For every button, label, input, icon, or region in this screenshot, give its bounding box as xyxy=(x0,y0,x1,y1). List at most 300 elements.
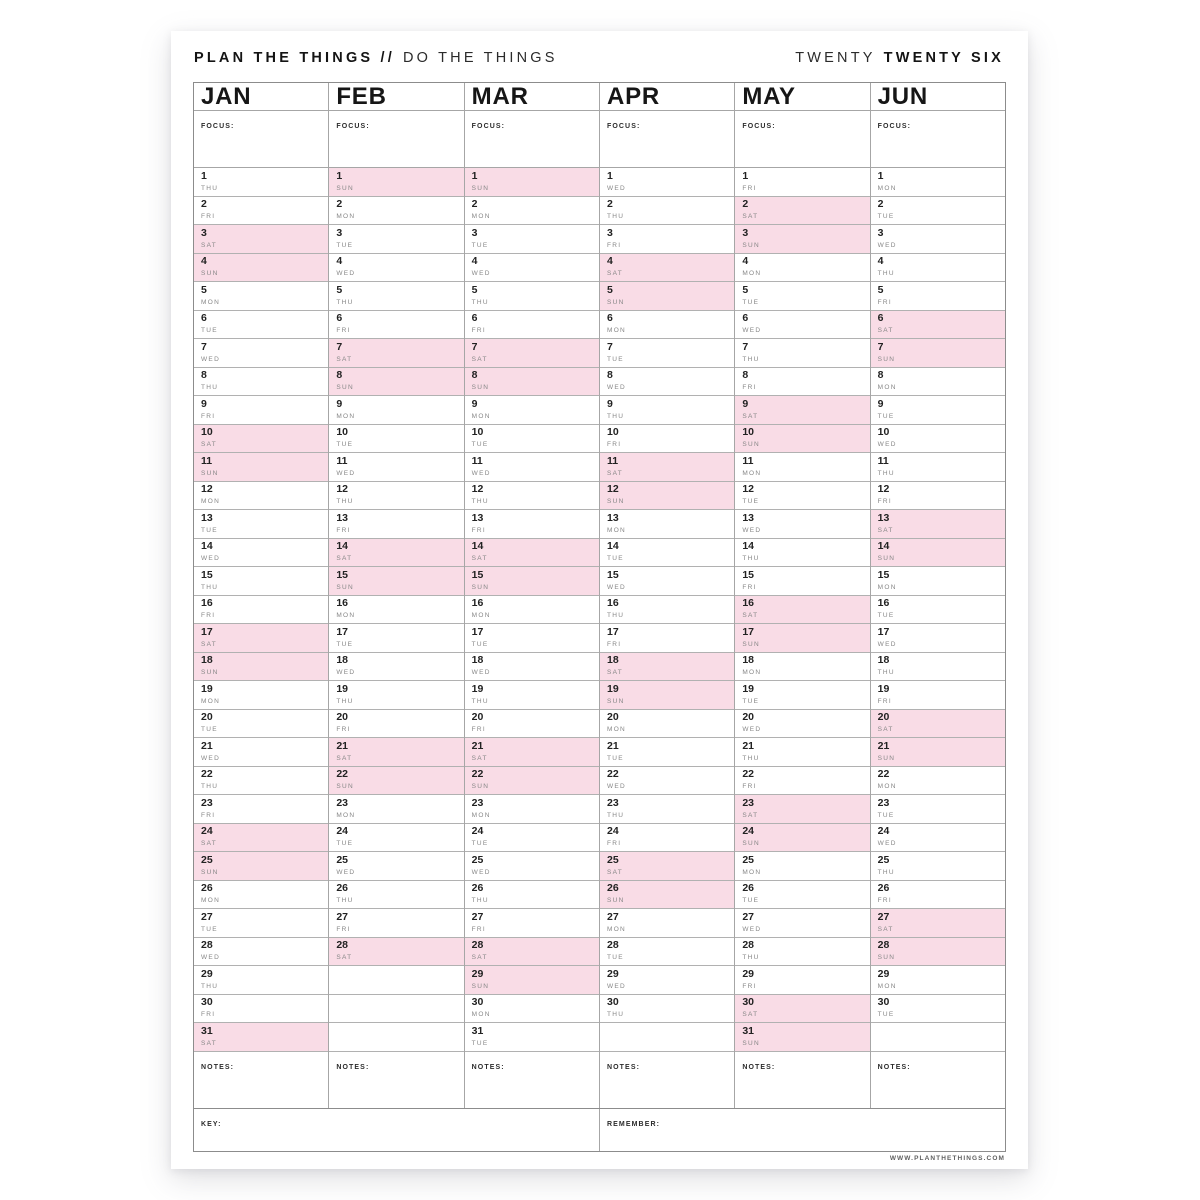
day-number: 20 xyxy=(336,711,349,723)
day-cell-mar-22 xyxy=(465,767,599,796)
day-number: 13 xyxy=(336,511,349,524)
day-cell-jan-19 xyxy=(194,681,328,710)
weekday-label: TUE xyxy=(742,697,760,705)
day-cell-feb-23 xyxy=(329,795,463,824)
day-number: 18 xyxy=(471,654,484,666)
day-number: 21 xyxy=(606,739,619,752)
day-number: 24 xyxy=(742,825,754,837)
day-cell-jan-31 xyxy=(194,1023,328,1052)
weekday-label: MON xyxy=(742,270,762,277)
day-cell-jan-14 xyxy=(194,539,328,568)
weekday-label: FRI xyxy=(606,441,622,448)
day-number: 22 xyxy=(336,768,349,780)
day-cell-feb-8 xyxy=(329,368,463,397)
day-number: 3 xyxy=(201,226,207,239)
focus-label: FOCUS: xyxy=(336,123,370,130)
day-cell-feb-blank-30 xyxy=(329,995,463,1024)
day-number: 10 xyxy=(201,426,213,438)
day-number: 24 xyxy=(336,825,349,837)
weekday-label: WED xyxy=(606,384,627,391)
weekday-label: THU xyxy=(877,669,895,676)
month-column-apr xyxy=(600,83,735,1108)
weekday-label: FRI xyxy=(742,583,757,591)
day-number: 13 xyxy=(742,511,754,524)
day-cell-jun-15 xyxy=(871,567,1005,596)
weekday-label: WED xyxy=(742,327,762,334)
weekday-label: THU xyxy=(877,270,895,277)
calendar-grid xyxy=(193,82,1006,1152)
weekday-label: SAT xyxy=(201,840,218,847)
weekday-label: FRI xyxy=(877,897,893,904)
day-number: 13 xyxy=(201,511,213,524)
day-cell-feb-17 xyxy=(329,624,463,653)
day-cell-jun-4 xyxy=(871,254,1005,283)
weekday-label: MON xyxy=(471,1011,491,1018)
day-number: 28 xyxy=(606,939,619,951)
day-cell-may-13 xyxy=(735,510,869,539)
day-number: 26 xyxy=(877,882,890,894)
weekday-label: SUN xyxy=(471,982,490,990)
weekday-label: THU xyxy=(471,697,489,705)
day-cell-mar-31 xyxy=(465,1023,599,1052)
day-number: 27 xyxy=(336,910,349,923)
weekday-label: WED xyxy=(471,669,491,676)
day-cell-may-11 xyxy=(735,453,869,482)
day-cell-mar-2 xyxy=(465,197,599,226)
day-number: 25 xyxy=(201,853,213,866)
weekday-label: SUN xyxy=(471,384,490,391)
day-cell-jan-12 xyxy=(194,482,328,511)
weekday-label: FRI xyxy=(201,612,216,619)
day-cell-mar-16 xyxy=(465,596,599,625)
day-number: 12 xyxy=(201,483,213,495)
weekday-label: MON xyxy=(877,184,897,192)
day-cell-may-3 xyxy=(735,225,869,254)
day-cell-jun-17 xyxy=(871,624,1005,653)
day-cell-jun-3 xyxy=(871,225,1005,254)
day-number: 22 xyxy=(877,768,890,780)
day-cell-mar-15 xyxy=(465,567,599,596)
day-number: 2 xyxy=(606,198,613,210)
day-number: 11 xyxy=(201,454,213,467)
weekday-label: SAT xyxy=(606,469,624,477)
day-number: 29 xyxy=(201,967,213,980)
weekday-label: MON xyxy=(742,669,762,676)
day-cell-jan-29 xyxy=(194,966,328,995)
day-cell-jan-16 xyxy=(194,596,328,625)
day-number: 23 xyxy=(742,796,754,809)
day-number: 6 xyxy=(471,312,478,324)
weekday-label: SUN xyxy=(606,897,625,904)
day-cell-feb-27 xyxy=(329,909,463,938)
weekday-label: MON xyxy=(742,469,762,477)
day-cell-mar-9 xyxy=(465,396,599,425)
day-number: 11 xyxy=(606,454,619,467)
weekday-label: WED xyxy=(201,555,221,562)
weekday-label: MON xyxy=(877,583,897,591)
weekday-label: THU xyxy=(742,355,760,363)
day-cell-feb-24 xyxy=(329,824,463,853)
weekday-label: MON xyxy=(336,412,356,420)
day-cell-may-4 xyxy=(735,254,869,283)
day-cell-feb-blank-29 xyxy=(329,966,463,995)
day-cell-mar-11 xyxy=(465,453,599,482)
weekday-label: SAT xyxy=(606,868,624,876)
day-cell-jan-9 xyxy=(194,396,328,425)
weekday-label: SAT xyxy=(742,1011,759,1018)
weekday-label: WED xyxy=(877,640,897,648)
day-number: 10 xyxy=(877,426,890,438)
day-number: 25 xyxy=(877,853,890,866)
weekday-label: SUN xyxy=(336,384,354,391)
day-cell-apr-11 xyxy=(600,453,734,482)
weekday-label: MON xyxy=(471,213,491,220)
day-number: 17 xyxy=(742,625,754,638)
day-number: 18 xyxy=(606,654,619,666)
day-cell-feb-18 xyxy=(329,653,463,682)
weekday-label: THU xyxy=(336,697,354,705)
day-cell-jun-7 xyxy=(871,339,1005,368)
day-number: 16 xyxy=(742,597,754,609)
weekday-label: SUN xyxy=(742,441,760,448)
weekday-label: SUN xyxy=(336,783,354,790)
day-number: 16 xyxy=(606,597,619,609)
day-cell-jan-18 xyxy=(194,653,328,682)
day-number: 4 xyxy=(877,255,884,267)
weekday-label: FRI xyxy=(201,1011,216,1018)
day-cell-may-23 xyxy=(735,795,869,824)
weekday-label: MON xyxy=(471,811,491,819)
day-number: 25 xyxy=(606,853,619,866)
day-cell-may-2 xyxy=(735,197,869,226)
day-cell-may-18 xyxy=(735,653,869,682)
weekday-label: FRI xyxy=(606,241,622,249)
day-number: 14 xyxy=(606,540,619,552)
day-number: 4 xyxy=(606,255,613,267)
weekday-label: THU xyxy=(471,897,489,904)
months-row xyxy=(194,83,1005,1108)
weekday-label: TUE xyxy=(877,811,895,819)
day-cell-apr-13 xyxy=(600,510,734,539)
day-number: 22 xyxy=(201,768,213,780)
day-cell-may-30 xyxy=(735,995,869,1024)
day-number: 19 xyxy=(471,682,484,695)
day-cell-apr-1 xyxy=(600,168,734,197)
day-cell-jun-blank-31 xyxy=(871,1023,1005,1052)
weekday-label: THU xyxy=(606,412,625,420)
day-number: 24 xyxy=(877,825,890,837)
day-number: 19 xyxy=(336,682,349,695)
weekday-label: SAT xyxy=(742,412,759,420)
day-cell-mar-5 xyxy=(465,282,599,311)
month-column-feb xyxy=(329,83,464,1108)
day-cell-may-29 xyxy=(735,966,869,995)
weekday-label: TUE xyxy=(606,555,624,562)
weekday-label: SUN xyxy=(471,783,490,790)
weekday-label: MON xyxy=(606,526,627,534)
weekday-label: SUN xyxy=(336,583,354,591)
weekday-label: WED xyxy=(336,469,356,477)
weekday-label: TUE xyxy=(471,640,489,648)
day-number: 12 xyxy=(742,483,754,495)
weekday-label: MON xyxy=(336,213,356,220)
day-number: 17 xyxy=(471,625,484,638)
day-number: 10 xyxy=(742,426,754,438)
weekday-label: TUE xyxy=(742,498,760,505)
day-number: 7 xyxy=(877,340,884,353)
day-number: 17 xyxy=(877,625,890,638)
day-cell-apr-28 xyxy=(600,938,734,967)
day-number: 27 xyxy=(471,910,484,923)
weekday-label: TUE xyxy=(336,241,354,249)
weekday-label: WED xyxy=(336,270,356,277)
brand-title-light: DO THE THINGS xyxy=(403,50,558,66)
day-number: 1 xyxy=(201,169,207,182)
weekday-label: SAT xyxy=(336,954,353,961)
day-cell-feb-4 xyxy=(329,254,463,283)
weekday-label: FRI xyxy=(336,526,351,534)
day-number: 12 xyxy=(471,483,484,495)
weekday-label: SUN xyxy=(877,954,896,961)
day-cell-may-16 xyxy=(735,596,869,625)
day-cell-jan-15 xyxy=(194,567,328,596)
day-number: 15 xyxy=(877,568,890,581)
day-number: 8 xyxy=(742,369,749,381)
month-header-mar: MAR xyxy=(465,83,599,111)
day-cell-jan-1 xyxy=(194,168,328,197)
day-cell-apr-15 xyxy=(600,567,734,596)
day-cell-apr-5 xyxy=(600,282,734,311)
day-cell-jan-22 xyxy=(194,767,328,796)
weekday-label: WED xyxy=(877,441,897,448)
day-number: 18 xyxy=(742,654,754,666)
focus-box-may xyxy=(735,111,869,168)
day-number: 11 xyxy=(336,454,348,467)
day-number: 16 xyxy=(877,597,890,609)
weekday-label: THU xyxy=(606,1011,625,1018)
day-cell-jun-29 xyxy=(871,966,1005,995)
day-number: 13 xyxy=(877,511,890,524)
day-number: 23 xyxy=(606,796,619,809)
day-cell-may-21 xyxy=(735,738,869,767)
day-number: 3 xyxy=(742,226,749,239)
month-column-jun xyxy=(871,83,1005,1108)
day-cell-may-20 xyxy=(735,710,869,739)
day-cell-apr-blank-31 xyxy=(600,1023,734,1052)
day-number: 9 xyxy=(201,397,207,410)
day-cell-jun-9 xyxy=(871,396,1005,425)
day-number: 27 xyxy=(742,910,754,923)
day-cell-may-1 xyxy=(735,168,869,197)
weekday-label: SUN xyxy=(606,298,625,306)
day-number: 4 xyxy=(201,255,207,267)
weekday-label: MON xyxy=(606,925,627,933)
day-number: 4 xyxy=(471,255,478,267)
day-number: 16 xyxy=(201,597,213,609)
day-cell-may-12 xyxy=(735,482,869,511)
day-number: 15 xyxy=(336,568,349,581)
day-cell-mar-7 xyxy=(465,339,599,368)
weekday-label: MON xyxy=(336,811,356,819)
month-header-may: MAY xyxy=(735,83,869,111)
day-cell-jun-12 xyxy=(871,482,1005,511)
day-cell-jun-25 xyxy=(871,852,1005,881)
focus-label: FOCUS: xyxy=(606,123,641,130)
weekday-label: WED xyxy=(606,583,627,591)
day-cell-jun-18 xyxy=(871,653,1005,682)
day-number: 2 xyxy=(742,198,749,210)
day-cell-jan-20 xyxy=(194,710,328,739)
day-cell-feb-9 xyxy=(329,396,463,425)
day-cell-feb-14 xyxy=(329,539,463,568)
weekday-label: FRI xyxy=(742,184,757,192)
day-number: 23 xyxy=(471,796,484,809)
weekday-label: SAT xyxy=(201,441,218,448)
day-cell-feb-25 xyxy=(329,852,463,881)
day-number: 10 xyxy=(471,426,484,438)
weekday-label: SAT xyxy=(471,555,488,562)
day-cell-jun-24 xyxy=(871,824,1005,853)
day-number: 8 xyxy=(336,369,343,381)
day-number: 9 xyxy=(742,397,749,410)
day-cell-apr-21 xyxy=(600,738,734,767)
weekday-label: MON xyxy=(471,612,491,619)
weekday-label: THU xyxy=(742,555,760,562)
weekday-label: FRI xyxy=(877,697,893,705)
day-number: 5 xyxy=(471,283,478,296)
day-cell-mar-19 xyxy=(465,681,599,710)
weekday-label: WED xyxy=(471,270,491,277)
day-number: 6 xyxy=(877,312,884,324)
day-cell-jun-20 xyxy=(871,710,1005,739)
day-number: 21 xyxy=(742,739,754,752)
website-url: WWW.PLANTHETHINGS.COM xyxy=(889,1154,1005,1162)
day-cell-apr-16 xyxy=(600,596,734,625)
day-number: 23 xyxy=(877,796,890,809)
day-number: 5 xyxy=(336,283,343,296)
grid-footer-row xyxy=(194,1108,1005,1151)
day-cell-jan-3 xyxy=(194,225,328,254)
day-cell-may-9 xyxy=(735,396,869,425)
day-number: 14 xyxy=(471,540,484,552)
day-number: 20 xyxy=(606,711,619,723)
day-number: 30 xyxy=(471,996,484,1008)
day-cell-may-31 xyxy=(735,1023,869,1052)
day-cell-apr-30 xyxy=(600,995,734,1024)
weekday-label: THU xyxy=(201,583,219,591)
weekday-label: MON xyxy=(606,726,627,733)
day-number: 20 xyxy=(201,711,213,723)
day-cell-jun-11 xyxy=(871,453,1005,482)
day-cell-jun-5 xyxy=(871,282,1005,311)
day-number: 12 xyxy=(877,483,890,495)
weekday-label: SUN xyxy=(877,555,896,562)
day-cell-mar-10 xyxy=(465,425,599,454)
month-column-mar xyxy=(465,83,600,1108)
weekday-label: THU xyxy=(606,213,625,220)
focus-box-jun xyxy=(871,111,1005,168)
day-number: 28 xyxy=(336,939,349,951)
weekday-label: SUN xyxy=(201,469,219,477)
day-cell-jan-25 xyxy=(194,852,328,881)
day-number: 3 xyxy=(606,226,613,239)
weekday-label: MON xyxy=(201,298,221,306)
weekday-label: MON xyxy=(201,697,221,705)
day-cell-jun-23 xyxy=(871,795,1005,824)
weekday-label: SUN xyxy=(606,498,625,505)
calendar-poster xyxy=(171,31,1028,1169)
day-cell-apr-2 xyxy=(600,197,734,226)
day-cell-jun-26 xyxy=(871,881,1005,910)
day-number: 28 xyxy=(471,939,484,951)
day-cell-jan-6 xyxy=(194,311,328,340)
weekday-label: MON xyxy=(877,384,897,391)
month-column-jan xyxy=(194,83,329,1108)
notes-box-jun xyxy=(871,1052,1005,1108)
day-number: 15 xyxy=(742,568,754,581)
day-number: 19 xyxy=(201,682,213,695)
notes-box-jan xyxy=(194,1052,328,1108)
day-number: 3 xyxy=(336,226,343,239)
weekday-label: MON xyxy=(877,783,897,790)
month-header-jun: JUN xyxy=(871,83,1005,111)
day-cell-jan-30 xyxy=(194,995,328,1024)
weekday-label: SUN xyxy=(336,184,354,192)
day-number: 26 xyxy=(201,882,213,894)
day-cell-feb-5 xyxy=(329,282,463,311)
weekday-label: TUE xyxy=(877,612,895,619)
day-number: 6 xyxy=(606,312,613,324)
weekday-label: MON xyxy=(742,868,762,876)
day-number: 14 xyxy=(201,540,213,552)
day-number: 31 xyxy=(471,1024,484,1037)
weekday-label: TUE xyxy=(201,526,218,534)
year-title-light: TWENTY xyxy=(795,50,876,66)
weekday-label: TUE xyxy=(606,954,624,961)
weekday-label: SAT xyxy=(471,355,488,363)
weekday-label: SUN xyxy=(742,241,760,249)
weekday-label: TUE xyxy=(471,1039,489,1047)
weekday-label: SUN xyxy=(471,184,490,192)
day-number: 1 xyxy=(471,169,478,182)
weekday-label: SUN xyxy=(742,1039,760,1047)
day-cell-jan-10 xyxy=(194,425,328,454)
day-number: 29 xyxy=(742,967,754,980)
day-number: 10 xyxy=(606,426,619,438)
poster-header xyxy=(194,50,1004,67)
day-cell-jun-13 xyxy=(871,510,1005,539)
weekday-label: THU xyxy=(742,754,760,762)
day-cell-may-27 xyxy=(735,909,869,938)
weekday-label: TUE xyxy=(742,897,760,904)
weekday-label: THU xyxy=(201,783,219,790)
day-number: 5 xyxy=(877,283,884,296)
day-number: 1 xyxy=(336,169,343,182)
day-number: 2 xyxy=(877,198,884,210)
day-number: 28 xyxy=(742,939,754,951)
weekday-label: SAT xyxy=(471,754,488,762)
weekday-label: WED xyxy=(336,868,356,876)
day-number: 20 xyxy=(742,711,754,723)
weekday-label: SAT xyxy=(201,241,218,249)
day-number: 7 xyxy=(201,340,207,353)
notes-label: NOTES: xyxy=(742,1063,776,1071)
day-cell-feb-15 xyxy=(329,567,463,596)
day-number: 22 xyxy=(742,768,754,780)
day-cell-mar-24 xyxy=(465,824,599,853)
day-cell-mar-30 xyxy=(465,995,599,1024)
day-cell-jan-23 xyxy=(194,795,328,824)
